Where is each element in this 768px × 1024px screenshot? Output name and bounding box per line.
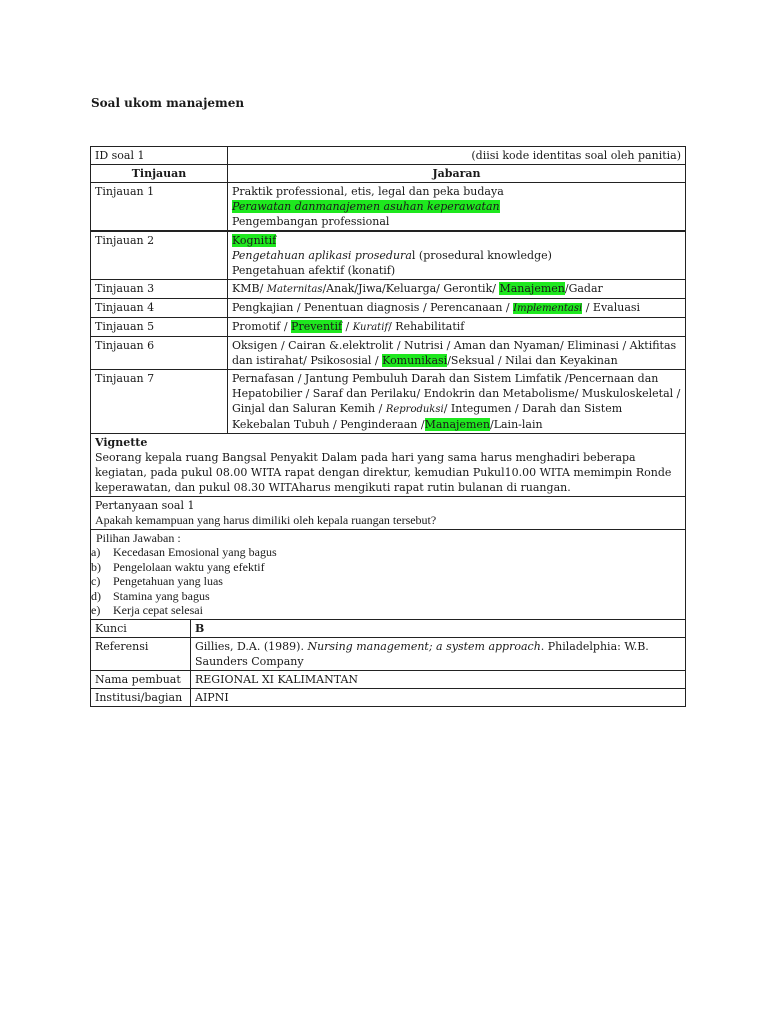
question-label: Pertanyaan soal 1 — [95, 499, 195, 512]
tinjauan-3-highlight: Manajemen — [499, 282, 565, 295]
header-tinjauan: Tinjauan — [91, 165, 228, 183]
kunci-value: B — [191, 619, 686, 637]
choice-a-text: Kecedasan Emosional yang bagus — [113, 545, 277, 559]
referensi-part-3: . Philadelphia: W.B. Saunders Company — [195, 639, 649, 668]
vignette-row — [91, 434, 686, 497]
choice-d — [91, 589, 681, 604]
choices-cell — [91, 529, 686, 619]
choice-b-letter: b) — [91, 559, 101, 574]
choice-e-letter: e) — [91, 603, 101, 617]
choices-row — [91, 529, 686, 619]
institusi-label: Institusi/bagian — [91, 688, 191, 706]
page-title: Soal ukom manajemen — [91, 96, 245, 110]
tinjauan-4-part-3: / Evaluasi — [582, 301, 641, 314]
choice-c-text: Pengetahuan yang luas — [113, 574, 223, 588]
tinjauan-3-content — [228, 280, 686, 299]
referensi-part-1: Gillies, D.A. (1989). — [195, 639, 308, 653]
institusi-value: AIPNI — [191, 688, 686, 706]
tinjauan-1-row — [91, 183, 686, 232]
kunci-label: Kunci — [91, 619, 191, 637]
tinjauan-4-highlight: Implementasi — [513, 303, 583, 314]
choice-d-letter: d) — [91, 588, 101, 603]
tinjauan-5-row — [91, 318, 686, 337]
question-row — [91, 497, 686, 530]
tinjauan-7-content — [228, 370, 686, 434]
choice-a — [91, 545, 681, 560]
tinjauan-1-content — [228, 183, 686, 232]
tinjauan-5-label: Tinjauan 5 — [91, 318, 228, 337]
tinjauan-4-row — [91, 299, 686, 318]
tinjauan-5-part-3: / — [342, 320, 353, 333]
tinjauan-5-part-5: / Rehabilitatif — [388, 320, 465, 333]
referensi-label: Referensi — [91, 637, 191, 670]
tinjauan-2-line-2b: l (prosedural knowledge) — [411, 249, 552, 262]
tinjauan-6-highlight: Komunikasi — [382, 354, 448, 367]
tinjauan-2-line-2a: Pengetahuan aplikasi prosedura — [232, 249, 412, 262]
tinjauan-6-part-3: /Seksual / Nilai dan Keyakinan — [447, 354, 618, 367]
tinjauan-6-row — [91, 337, 686, 370]
kunci-row — [91, 619, 686, 637]
tinjauan-6-part-1: Oksigen / Cairan &.elektrolit / Nutrisi / Aman dan Nyaman/ Eliminasi / Aktifitas dan istirahat/ Psikososial / — [232, 339, 677, 367]
choice-e — [91, 603, 681, 618]
tinjauan-5-content — [228, 318, 686, 337]
tinjauan-5-part-1: Promotif / — [232, 320, 292, 333]
institusi-row — [91, 688, 686, 706]
choice-c — [91, 574, 681, 589]
choice-c-letter: c) — [91, 574, 101, 588]
choice-a-letter: a) — [91, 545, 101, 559]
referensi-row — [91, 637, 686, 670]
tinjauan-3-part-2: Maternitas — [266, 284, 323, 295]
choice-e-text: Kerja cepat selesai — [113, 603, 203, 617]
pembuat-label: Nama pembuat — [91, 670, 191, 688]
tinjauan-5-part-4: Kuratif — [352, 322, 389, 333]
question-text: Apakah kemampuan yang harus dimiliki oleh kepala ruangan tersebut? — [95, 513, 437, 527]
id-label: ID soal 1 — [91, 147, 228, 165]
id-row — [91, 147, 686, 165]
tinjauan-7-row — [91, 370, 686, 434]
pembuat-value: REGIONAL XI KALIMANTAN — [191, 670, 686, 688]
tinjauan-7-part-5: /Lain-lain — [489, 418, 543, 431]
tinjauan-1-line-3: Pengembangan professional — [232, 215, 390, 228]
tinjauan-1-label: Tinjauan 1 — [91, 183, 228, 232]
header-jabaran: Jabaran — [228, 165, 686, 183]
pembuat-row — [91, 670, 686, 688]
tinjauan-7-label: Tinjauan 7 — [91, 370, 228, 434]
tinjauan-3-part-3: /Anak/Jiwa/Keluarga/ Gerontik/ — [322, 282, 500, 295]
tinjauan-3-part-1: KMB/ — [232, 282, 267, 295]
tinjauan-4-part-1: Pengkajian / Penentuan diagnosis / Perencanaan / — [232, 301, 514, 314]
vignette-cell — [91, 434, 686, 497]
tinjauan-3-part-5: /Gadar — [564, 282, 603, 295]
referensi-title: Nursing management; a system approach — [307, 639, 541, 653]
tinjauan-6-label: Tinjauan 6 — [91, 337, 228, 370]
question-table — [90, 146, 686, 707]
choice-d-text: Stamina yang bagus — [113, 588, 210, 603]
question-cell — [91, 497, 686, 530]
vignette-label: Vignette — [95, 436, 148, 449]
tinjauan-4-content — [228, 299, 686, 318]
tinjauan-4-label: Tinjauan 4 — [91, 299, 228, 318]
id-note: (diisi kode identitas soal oleh panitia) — [228, 147, 686, 165]
tinjauan-3-label: Tinjauan 3 — [91, 280, 228, 299]
tinjauan-2-label: Tinjauan 2 — [91, 231, 228, 280]
vignette-text: Seorang kepala ruang Bangsal Penyakit Dalam pada hari yang sama harus menghadiri beberapa kegiatan, pada pukul 08.00 WITA rapat dengan direktur, kemudian Pukul10.00 WITA memimpin Ronde keperawatan, dan pukul 08.30 WITAharus mengikuti rapat rutin bulanan di ruangan. — [95, 451, 672, 494]
tinjauan-1-highlight: Perawatan danmanajemen asuhan keperawatan — [232, 200, 500, 213]
tinjauan-2-highlight: Kognitif — [232, 234, 277, 247]
tinjauan-1-line-1: Praktik professional, etis, legal dan peka budaya — [232, 185, 504, 198]
choice-b-text: Pengelolaan waktu yang efektif — [113, 559, 265, 574]
tinjauan-7-highlight: Manajemen — [424, 418, 490, 431]
tinjauan-7-part-3: / Integumen / Darah dan Sistem Kekebalan Tubuh / Penginderaan / — [232, 402, 623, 431]
tinjauan-2-row — [91, 231, 686, 280]
header-row — [91, 165, 686, 183]
referensi-value — [191, 637, 686, 670]
tinjauan-7-part-1: Pernafasan / Jantung Pembuluh Darah dan Sistem Limfatik /Pencernaan dan Hepatobilier / Saraf dan Perilaku/ Endokrin dan Metabolisme/ Muskuloskeletal / Ginjal dan Saluran Kemih / — [232, 372, 681, 415]
choices-label: Pilihan Jawaban : — [96, 530, 181, 545]
choice-b — [91, 560, 681, 575]
tinjauan-6-content — [228, 337, 686, 370]
tinjauan-7-part-2: Reproduksi — [385, 404, 444, 415]
tinjauan-2-content — [228, 231, 686, 280]
tinjauan-2-line-3: Pengetahuan afektif (konatif) — [232, 264, 396, 277]
tinjauan-3-row — [91, 280, 686, 299]
tinjauan-5-highlight: Preventif — [291, 320, 343, 333]
